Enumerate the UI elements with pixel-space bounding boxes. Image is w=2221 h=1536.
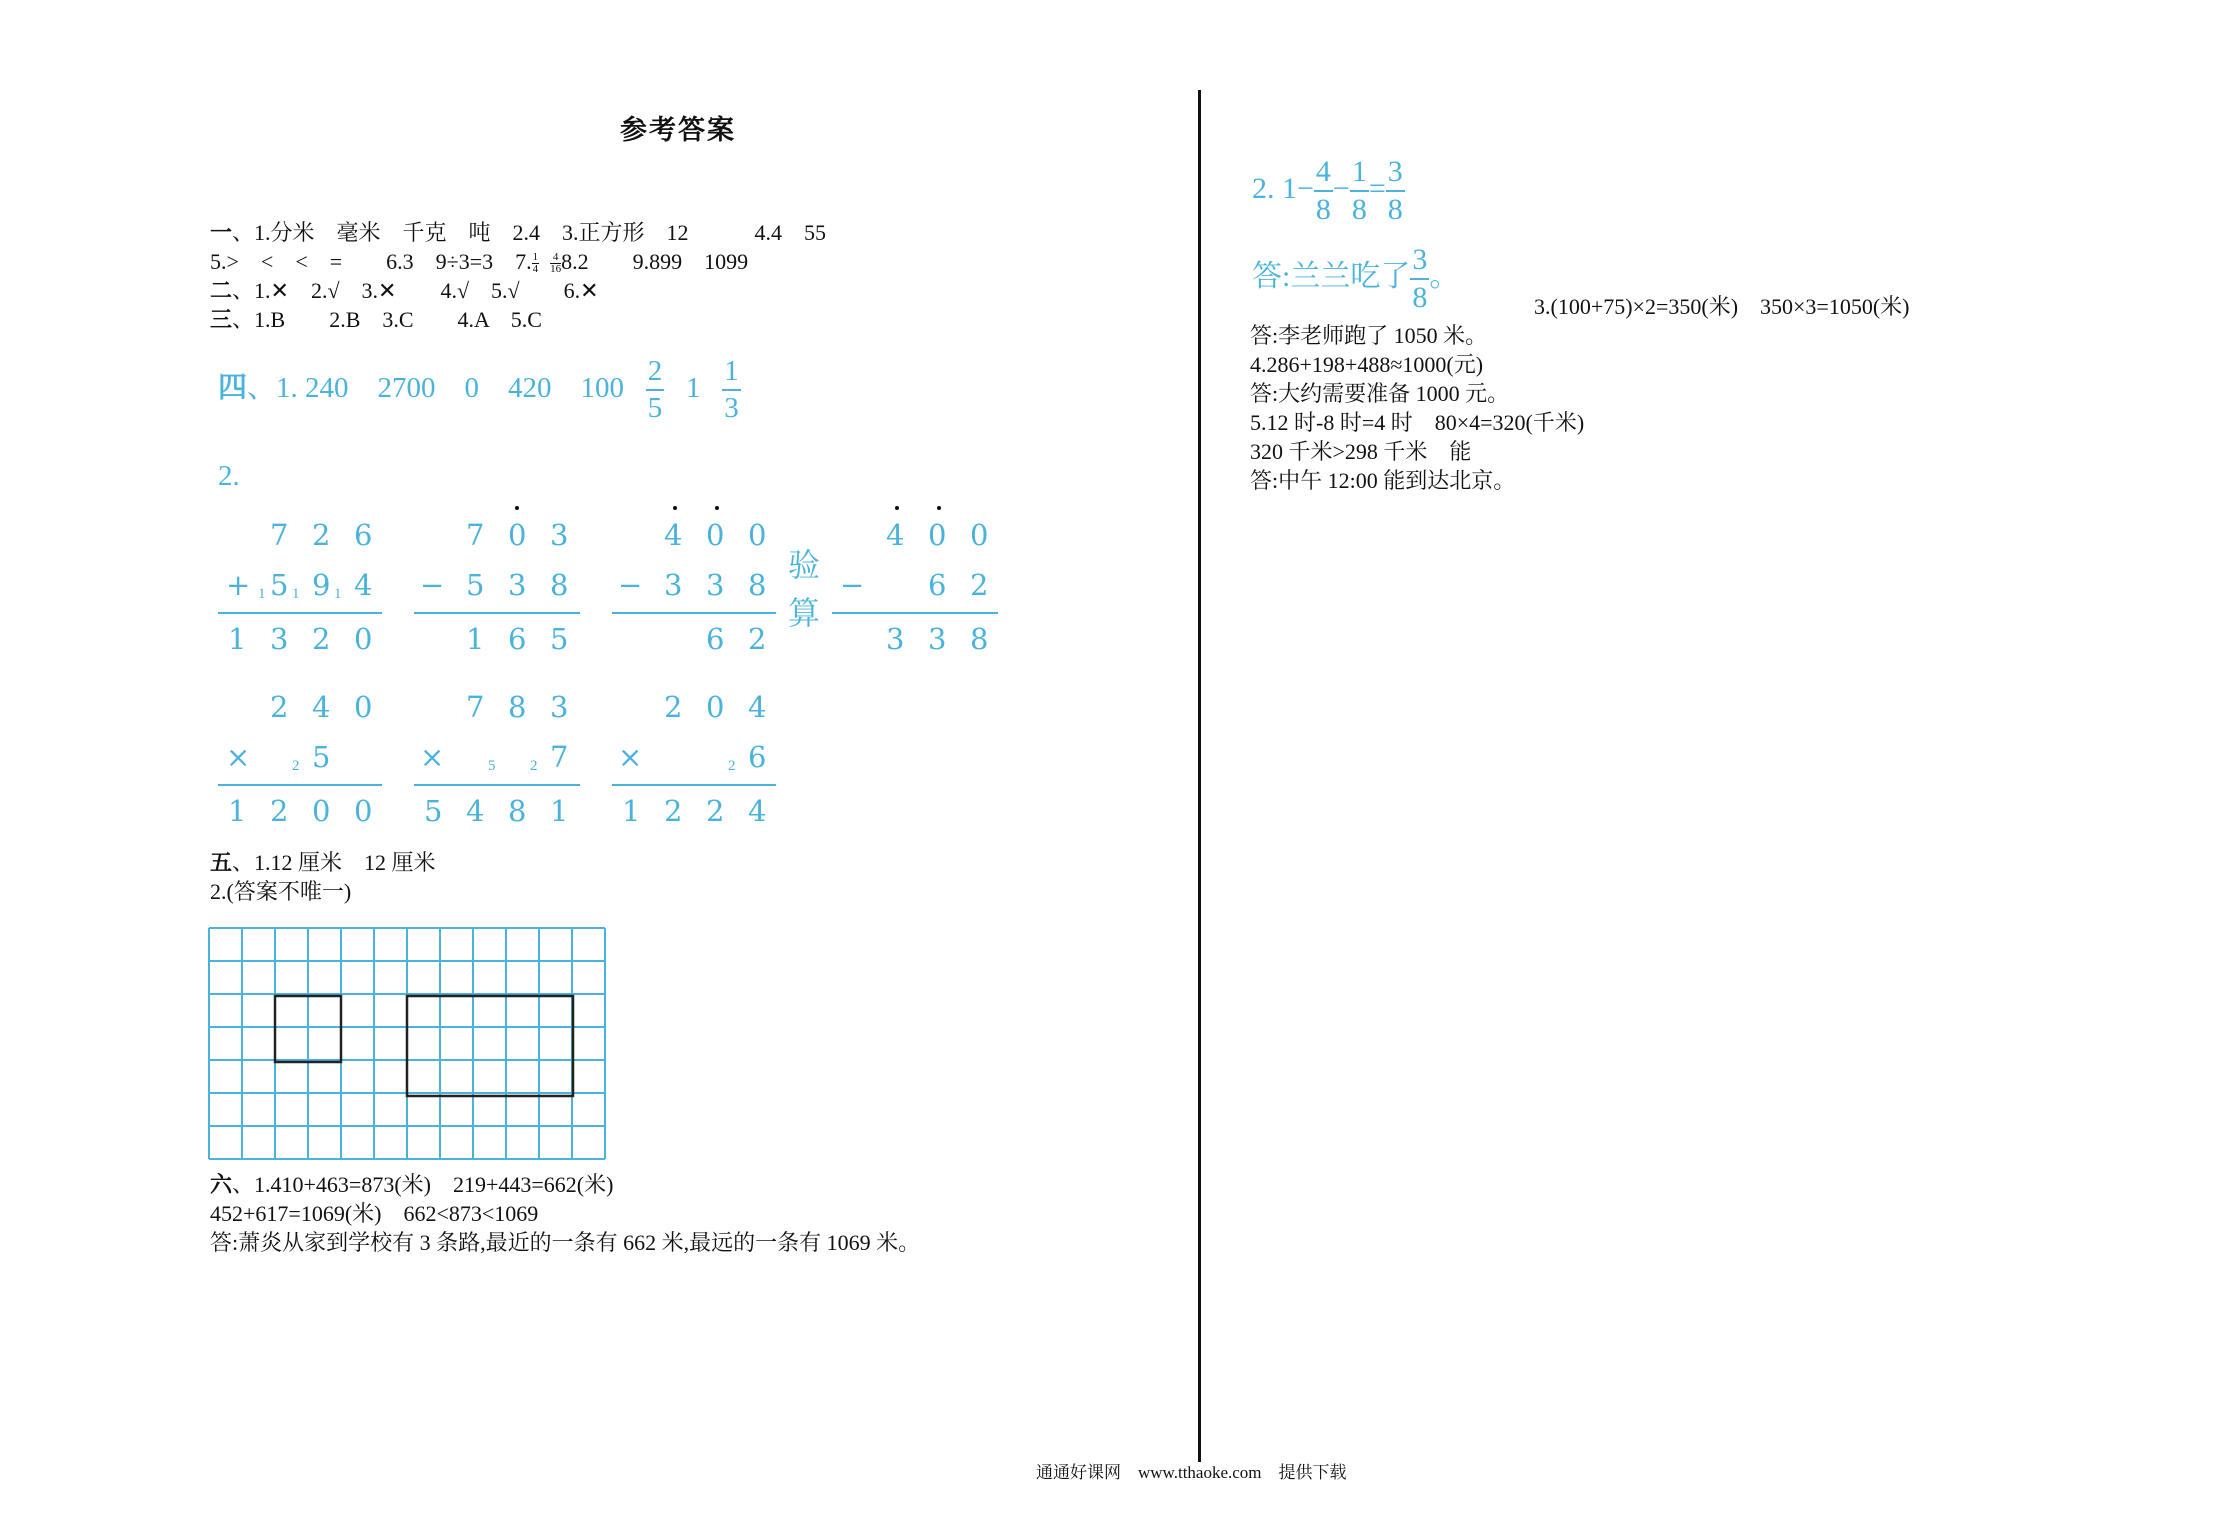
c3-operator: − bbox=[618, 568, 643, 602]
section-4-q2: 2. bbox=[218, 460, 240, 492]
c1-top-digit: 2 bbox=[312, 518, 331, 552]
section-4-one: 1 bbox=[686, 372, 701, 404]
borrow-dot bbox=[895, 506, 899, 510]
c1-carry: 1 bbox=[334, 586, 342, 602]
c1-result-digit: 3 bbox=[270, 622, 289, 656]
fraction-num: 4 bbox=[550, 252, 561, 264]
right-q2-equation bbox=[1252, 150, 1405, 228]
c4-rule bbox=[832, 612, 998, 614]
m2-top-digit: 7 bbox=[466, 690, 485, 724]
c2-operator: − bbox=[420, 568, 445, 602]
fraction-one-third bbox=[722, 357, 741, 423]
c4-result-digit: 8 bbox=[970, 622, 989, 656]
section-5-text: 、1.12 厘米 12 厘米 bbox=[232, 850, 436, 875]
fraction-den: 8 bbox=[1315, 193, 1331, 227]
c2-mid-digit: 5 bbox=[466, 568, 485, 602]
m1-carry: 2 bbox=[292, 758, 300, 774]
m1-result-digit: 0 bbox=[312, 794, 331, 828]
c3-top-digit: 0 bbox=[706, 518, 725, 552]
m3-result-digit: 1 bbox=[622, 794, 641, 828]
c1-mid-digit: 4 bbox=[354, 568, 373, 602]
right-a5: 答:中午 12:00 能到达北京。 bbox=[1250, 468, 1516, 493]
borrow-dot bbox=[937, 506, 941, 510]
fraction-three-eighths bbox=[1410, 245, 1429, 313]
borrow-dot bbox=[715, 506, 719, 510]
c2-top-digit: 0 bbox=[508, 518, 527, 552]
c3-rule bbox=[612, 612, 776, 614]
section-6-line-1 bbox=[210, 1170, 613, 1199]
section-1-text: 、1.分米 毫米 千克 吨 2.4 3.正方形 12 4.4 55 bbox=[232, 220, 827, 245]
c2-result-digit: 1 bbox=[466, 622, 485, 656]
c3-mid-digit: 8 bbox=[748, 568, 767, 602]
section-5-q2: 2.(答案不唯一) bbox=[210, 879, 352, 904]
fraction-num: 1 bbox=[532, 251, 539, 264]
m3-top-digit: 4 bbox=[748, 690, 767, 724]
m3-carry: 2 bbox=[728, 758, 736, 774]
c4-mid-digit: 6 bbox=[928, 568, 947, 602]
fraction-den: 16 bbox=[550, 263, 562, 276]
m1-result-digit: 1 bbox=[228, 794, 247, 828]
c3-mid-digit: 3 bbox=[706, 568, 725, 602]
m2-carry: 5 bbox=[488, 758, 496, 774]
section-2 bbox=[210, 276, 599, 305]
fraction-num: 2 bbox=[646, 357, 665, 391]
section-2-text: 、1.✕ 2.√ 3.✕ 4.√ 5.√ 6.✕ bbox=[232, 278, 599, 303]
m2-top-digit: 8 bbox=[508, 690, 527, 724]
c4-top-digit: 4 bbox=[886, 518, 905, 552]
c4-operator: − bbox=[840, 568, 865, 602]
fraction-num: 3 bbox=[1386, 157, 1405, 192]
c1-result-digit: 1 bbox=[228, 622, 247, 656]
m3-result-digit: 2 bbox=[706, 794, 725, 828]
m1-operator: × bbox=[226, 740, 251, 774]
m2-carry: 2 bbox=[530, 758, 538, 774]
section-1-line-2-b: 8.2 9.899 1099 bbox=[561, 249, 749, 274]
m1-top-digit: 4 bbox=[312, 690, 331, 724]
right-a3: 答:李老师跑了 1050 米。 bbox=[1250, 323, 1488, 348]
fraction-num: 3 bbox=[1410, 245, 1429, 280]
check-label-1: 验 bbox=[788, 547, 821, 583]
section-3-text: 、1.B 2.B 3.C 4.A 5.C bbox=[232, 307, 542, 332]
c2-result-digit: 5 bbox=[550, 622, 569, 656]
section-6-text: 、1.410+463=873(米) 219+443=662(米) bbox=[232, 1172, 614, 1197]
m3-multiplier: 6 bbox=[748, 740, 767, 774]
c1-carry: 1 bbox=[292, 586, 300, 602]
m3-top-digit: 0 bbox=[706, 690, 725, 724]
c3-result-digit: 2 bbox=[748, 622, 767, 656]
right-q4: 4.286+198+488≈1000(元) bbox=[1250, 352, 1484, 377]
answer-suffix: 。 bbox=[1429, 260, 1460, 293]
fraction-four-eighths bbox=[1314, 157, 1333, 225]
right-q2-answer bbox=[1252, 238, 1459, 316]
section-4-line-1 bbox=[218, 348, 741, 428]
fraction-den: 8 bbox=[1412, 281, 1428, 315]
m1-top-digit: 2 bbox=[270, 690, 289, 724]
c2-top-digit: 3 bbox=[550, 518, 569, 552]
c2-mid-digit: 8 bbox=[550, 568, 569, 602]
section-6-lead: 六 bbox=[210, 1172, 233, 1197]
m2-result-digit: 1 bbox=[550, 794, 569, 828]
fraction-den: 5 bbox=[647, 392, 663, 425]
m2-operator: × bbox=[420, 740, 445, 774]
m3-top-digit: 2 bbox=[664, 690, 683, 724]
m3-rule bbox=[612, 784, 776, 786]
m1-rule bbox=[218, 784, 382, 786]
section-1-line-2-a: 5.> < < = 6.3 9÷3=3 7. bbox=[210, 249, 532, 274]
m2-result-digit: 8 bbox=[508, 794, 527, 828]
c1-operator: + bbox=[226, 568, 251, 602]
section-1-line-2 bbox=[210, 247, 748, 276]
c4-mid-digit: 2 bbox=[970, 568, 989, 602]
section-3 bbox=[210, 305, 542, 334]
right-q5b: 320 千米>298 千米 能 bbox=[1250, 439, 1472, 464]
c3-mid-digit: 3 bbox=[664, 568, 683, 602]
m2-rule bbox=[414, 784, 580, 786]
fraction-one-eighth bbox=[1350, 157, 1369, 225]
check-label-2: 算 bbox=[788, 595, 821, 631]
section-4-text: 、1. 240 2700 0 420 100 bbox=[247, 372, 625, 404]
c4-result-digit: 3 bbox=[928, 622, 947, 656]
c3-result-digit: 6 bbox=[706, 622, 725, 656]
c1-result-digit: 2 bbox=[312, 622, 331, 656]
m2-top-digit: 3 bbox=[550, 690, 569, 724]
right-q5: 5.12 时-8 时=4 时 80×4=320(千米) bbox=[1250, 410, 1585, 435]
equals-sign: = bbox=[1368, 172, 1386, 205]
borrow-dot bbox=[673, 506, 677, 510]
c1-top-digit: 6 bbox=[354, 518, 373, 552]
c2-rule bbox=[414, 612, 580, 614]
fraction-den: 3 bbox=[724, 392, 739, 425]
section-6-answer: 答:萧炎从家到学校有 3 条路,最近的一条有 662 米,最远的一条有 1069 米。 bbox=[210, 1230, 921, 1255]
page-title: 参考答案 bbox=[620, 115, 736, 145]
equation-prefix: 2. 1− bbox=[1252, 172, 1314, 205]
section-1-line-1 bbox=[210, 218, 826, 247]
fraction-num: 4 bbox=[1314, 157, 1333, 192]
c2-mid-digit: 3 bbox=[508, 568, 527, 602]
fraction-four-sixteenths bbox=[550, 252, 561, 275]
c1-carry: 1 bbox=[258, 586, 266, 602]
section-5-lead: 五 bbox=[210, 850, 233, 875]
grid-answer-drawing bbox=[208, 927, 610, 1163]
fraction-one-quarter bbox=[532, 252, 540, 275]
c4-result-digit: 3 bbox=[886, 622, 905, 656]
m1-top-digit: 0 bbox=[354, 690, 373, 724]
borrow-dot bbox=[515, 506, 519, 510]
c1-rule bbox=[218, 612, 382, 614]
section-6-line-2: 452+617=1069(米) 662<873<1069 bbox=[210, 1201, 539, 1226]
m2-result-digit: 5 bbox=[424, 794, 443, 828]
c3-top-digit: 4 bbox=[664, 518, 683, 552]
fraction-three-eighths bbox=[1386, 157, 1405, 225]
section-1-lead: 一 bbox=[210, 220, 233, 245]
footer-credit: 通通好课网 www.tthaoke.com 提供下载 bbox=[1036, 1463, 1347, 1482]
fraction-den: 4 bbox=[532, 263, 539, 276]
rectangle-shape bbox=[407, 996, 573, 1096]
m1-result-digit: 0 bbox=[354, 794, 373, 828]
c1-mid-digit: 9 bbox=[312, 568, 331, 602]
c2-result-digit: 6 bbox=[508, 622, 527, 656]
c2-top-digit: 7 bbox=[466, 518, 485, 552]
right-q3: 3.(100+75)×2=350(米) 350×3=1050(米) bbox=[1534, 294, 1910, 319]
c3-top-digit: 0 bbox=[748, 518, 767, 552]
c4-top-digit: 0 bbox=[928, 518, 947, 552]
section-5-line-1 bbox=[210, 848, 436, 877]
minus-sign: − bbox=[1332, 172, 1350, 205]
c1-mid-digit: 5 bbox=[270, 568, 289, 602]
fraction-two-fifths bbox=[646, 357, 665, 423]
column-divider bbox=[1198, 90, 1201, 1462]
m1-multiplier: 5 bbox=[312, 740, 331, 774]
fraction-num: 1 bbox=[1350, 157, 1369, 192]
c1-result-digit: 0 bbox=[354, 622, 373, 656]
fraction-num: 1 bbox=[722, 357, 741, 391]
c4-top-digit: 0 bbox=[970, 518, 989, 552]
answer-prefix: 答:兰兰吃了 bbox=[1252, 260, 1411, 293]
m3-result-digit: 4 bbox=[748, 794, 767, 828]
m2-multiplier: 7 bbox=[550, 740, 569, 774]
c1-top-digit: 7 bbox=[270, 518, 289, 552]
m3-result-digit: 2 bbox=[664, 794, 683, 828]
fraction-den: 8 bbox=[1351, 193, 1367, 227]
section-2-lead: 二 bbox=[210, 278, 233, 303]
m3-operator: × bbox=[618, 740, 643, 774]
m1-result-digit: 2 bbox=[270, 794, 289, 828]
m2-result-digit: 4 bbox=[466, 794, 485, 828]
section-3-lead: 三 bbox=[210, 307, 233, 332]
fraction-den: 8 bbox=[1387, 193, 1403, 227]
section-4-lead: 四 bbox=[218, 372, 248, 404]
right-a4: 答:大约需要准备 1000 元。 bbox=[1250, 381, 1510, 406]
